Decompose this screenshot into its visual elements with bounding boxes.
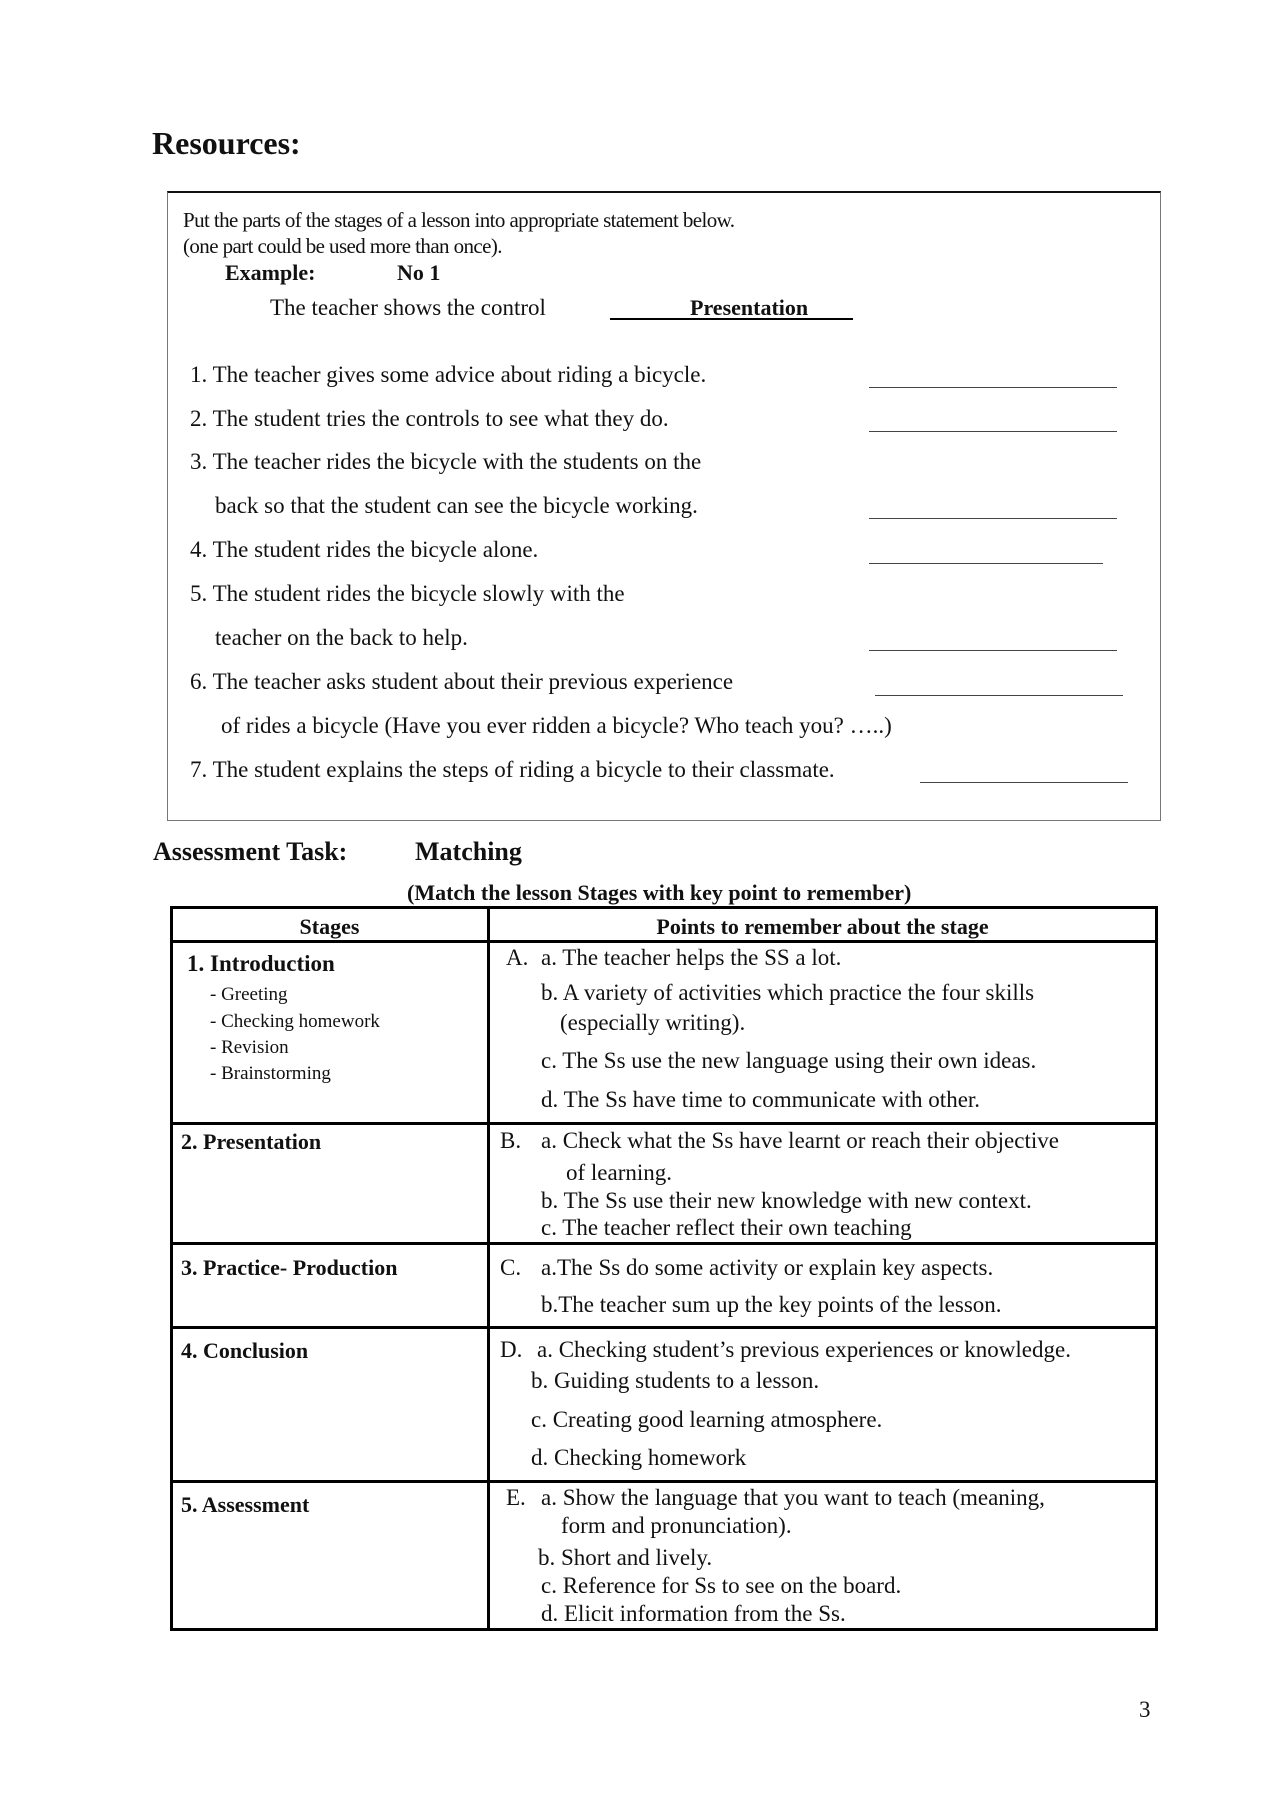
point-a-b-continued: (especially writing). [560, 1010, 746, 1035]
assessment-title: Assessment Task: [153, 837, 348, 866]
point-letter-a: A. [506, 945, 529, 970]
point-e-c: c. Reference for Ss to see on the board. [541, 1573, 902, 1598]
point-b-c: c. The teacher reflect their own teaching [541, 1215, 912, 1240]
table-header-stages: Stages [299, 914, 360, 939]
point-a-b: b. A variety of activities which practice the four skills [541, 980, 1035, 1005]
point-e-a-continued: form and pronunciation). [561, 1513, 792, 1538]
point-letter-d: D. [500, 1337, 523, 1362]
answer-blank-6[interactable] [875, 695, 1123, 696]
example-statement: The teacher shows the control [270, 295, 546, 320]
point-d-d: d. Checking homework [531, 1445, 747, 1470]
answer-blank-1[interactable] [869, 387, 1117, 388]
stage-conclusion: 4. Conclusion [181, 1338, 309, 1363]
statement-4: 4. The student rides the bicycle alone. [190, 537, 539, 562]
point-b-a-continued: of learning. [566, 1160, 673, 1185]
statement-5-continued: teacher on the back to help. [215, 625, 468, 650]
statement-6: 6. The teacher asks student about their previous experience [190, 669, 734, 694]
stage-practice-production: 3. Practice- Production [181, 1255, 398, 1280]
stage-assessment: 5. Assessment [181, 1492, 310, 1517]
statement-1: 1. The teacher gives some advice about riding a bicycle. [190, 362, 707, 387]
point-a-d: d. The Ss have time to communicate with other. [541, 1087, 981, 1112]
answer-blank-5[interactable] [869, 650, 1117, 651]
point-d-a: a. Checking student’s previous experiences or knowledge. [537, 1337, 1071, 1362]
point-b-b: b. The Ss use their new knowledge with new context. [541, 1188, 1032, 1213]
instruction-line-1: Put the parts of the stages of a lesson into appropriate statement below. [183, 208, 735, 232]
point-e-a: a. Show the language that you want to teach (meaning, [541, 1485, 1045, 1510]
statement-6-continued: of rides a bicycle (Have you ever ridden a bicycle? Who teach you? …..) [221, 713, 892, 738]
stage-presentation: 2. Presentation [181, 1129, 322, 1154]
substage-brainstorming: - Brainstorming [210, 1063, 331, 1084]
point-d-b: b. Guiding students to a lesson. [531, 1368, 820, 1393]
statement-7: 7. The student explains the steps of riding a bicycle to their classmate. [190, 757, 835, 782]
answer-blank-7[interactable] [920, 782, 1128, 783]
answer-blank-2[interactable] [869, 431, 1117, 432]
point-a-a: a. The teacher helps the SS a lot. [541, 945, 842, 970]
point-letter-c: C. [500, 1255, 522, 1280]
point-d-c: c. Creating good learning atmosphere. [531, 1407, 883, 1432]
stage-introduction: 1. Introduction [187, 951, 335, 976]
resources-heading: Resources: [152, 125, 301, 161]
statement-5: 5. The student rides the bicycle slowly with the [190, 581, 625, 606]
substage-checking-homework: - Checking homework [210, 1011, 380, 1032]
instruction-line-2: (one part could be used more than once). [183, 234, 502, 258]
answer-blank-4[interactable] [869, 563, 1103, 564]
assessment-subtitle: (Match the lesson Stages with key point to remember) [407, 880, 912, 905]
point-c-a: a.The Ss do some activity or explain key aspects. [541, 1255, 994, 1280]
example-answer: Presentation [690, 295, 809, 320]
substage-greeting: - Greeting [210, 984, 288, 1005]
table-header-points: Points to remember about the stage [656, 914, 989, 939]
statement-3-continued: back so that the student can see the bicycle working. [215, 493, 698, 518]
point-e-b: b. Short and lively. [538, 1545, 713, 1570]
point-b-a: a. Check what the Ss have learnt or reach their objective [541, 1128, 1059, 1153]
point-a-c: c. The Ss use the new language using their own ideas. [541, 1048, 1037, 1073]
example-number: No 1 [397, 260, 441, 285]
point-letter-b: B. [500, 1128, 522, 1153]
page-number: 3 [1139, 1697, 1151, 1722]
answer-blank-3[interactable] [869, 518, 1117, 519]
point-c-b: b.The teacher sum up the key points of the lesson. [541, 1292, 1002, 1317]
example-label: Example: [225, 260, 316, 285]
statement-3: 3. The teacher rides the bicycle with the students on the [190, 449, 702, 474]
statement-2: 2. The student tries the controls to see what they do. [190, 406, 669, 431]
point-e-d: d. Elicit information from the Ss. [541, 1601, 846, 1626]
substage-revision: - Revision [210, 1037, 289, 1058]
assessment-type: Matching [415, 837, 522, 866]
point-letter-e: E. [506, 1485, 526, 1510]
